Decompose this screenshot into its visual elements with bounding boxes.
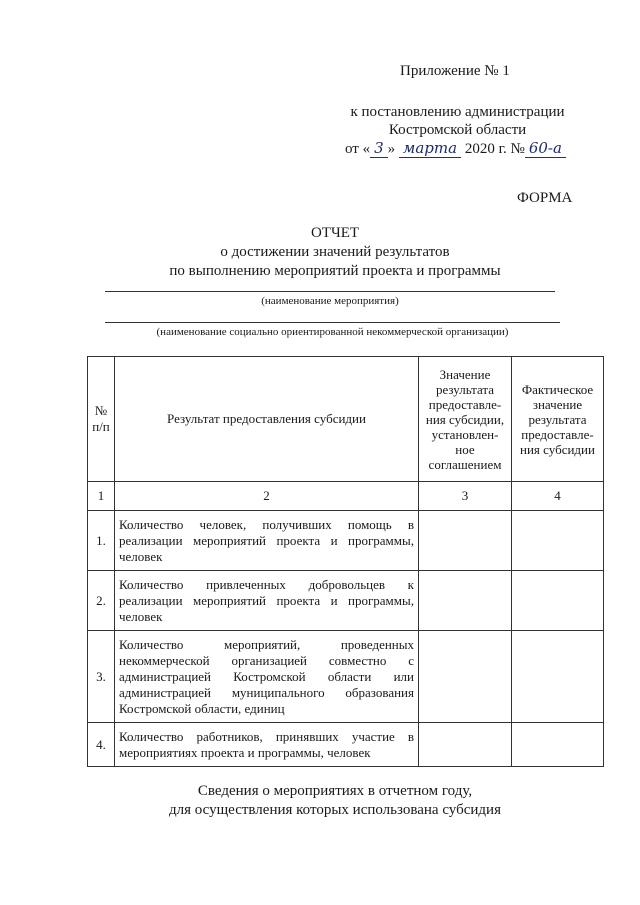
table-row [88, 571, 604, 631]
header-num: № п/п [88, 357, 115, 482]
event-name-caption: (наименование мероприятия) [261, 295, 399, 307]
table-index-row [88, 482, 604, 511]
row-value-cell[interactable] [419, 723, 512, 767]
row-result: Количество работников, принявших участие в мероприятиях проекта и программы, человек [115, 723, 419, 767]
document-title [100, 224, 570, 281]
table-row [88, 723, 604, 767]
header-result: Результат предоставления субсидии [115, 357, 419, 482]
handwritten-number: 60-а [525, 139, 566, 158]
header-fact: Фактическое значение результата предоставле-ния субсидии [512, 357, 604, 482]
decree-date-line [345, 139, 595, 158]
results-table [87, 356, 604, 767]
row-num: 2. [88, 571, 115, 631]
row-result: Количество привлеченных добровольцев к реализации мероприятий проекта и программы, человек [115, 571, 419, 631]
footer-line-1: Сведения о мероприятиях в отчетном году, [197, 783, 473, 799]
row-value-cell[interactable] [419, 511, 512, 571]
table-row [88, 511, 604, 571]
title-line-3: по выполнению мероприятий проекта и программы [169, 263, 501, 279]
org-name-line [105, 322, 560, 323]
footer-line-2: для осуществления которых использована субсидия [169, 802, 501, 818]
row-fact-cell[interactable] [512, 723, 604, 767]
index-cell-3: 3 [419, 482, 512, 511]
date-year: 2020 г. № [464, 141, 525, 157]
index-cell-4: 4 [512, 482, 604, 511]
handwritten-month: марта [399, 139, 461, 158]
row-num: 3. [88, 631, 115, 723]
row-fact-cell[interactable] [512, 511, 604, 571]
row-value-cell[interactable] [419, 571, 512, 631]
index-cell-2: 2 [115, 482, 419, 511]
row-num: 4. [88, 723, 115, 767]
title-line-2: о достижении значений результатов [220, 244, 450, 260]
title-line-1: ОТЧЕТ [310, 225, 360, 241]
date-prefix: от « [345, 141, 371, 157]
date-mid: » [387, 141, 396, 157]
decree-line-1: к постановлению администрации [350, 104, 565, 120]
index-cell-1: 1 [88, 482, 115, 511]
event-name-line [105, 291, 555, 292]
handwritten-day: 3 [370, 139, 388, 158]
header-value: Значение результата предоставле-ния субсидии, установлен-ное соглашением [419, 357, 512, 482]
form-label: ФОРМА [517, 190, 573, 206]
appendix-label: Приложение № 1 [400, 63, 510, 79]
decree-reference [345, 103, 570, 139]
events-section-heading [100, 782, 570, 820]
row-result: Количество человек, получивших помощь в реализации мероприятий проекта и программы, человек [115, 511, 419, 571]
row-fact-cell[interactable] [512, 631, 604, 723]
row-num: 1. [88, 511, 115, 571]
table-row [88, 631, 604, 723]
org-name-caption: (наименование социально ориентированной некоммерческой организации) [156, 326, 509, 338]
row-result: Количество мероприятий, проведенных некоммерческой организацией совместно с администрацией Костромской области или администрацией муниципального образования Костромской области, единиц [115, 631, 419, 723]
row-fact-cell[interactable] [512, 571, 604, 631]
table-header-row [88, 357, 604, 482]
row-value-cell[interactable] [419, 631, 512, 723]
decree-line-2: Костромской области [388, 122, 527, 138]
